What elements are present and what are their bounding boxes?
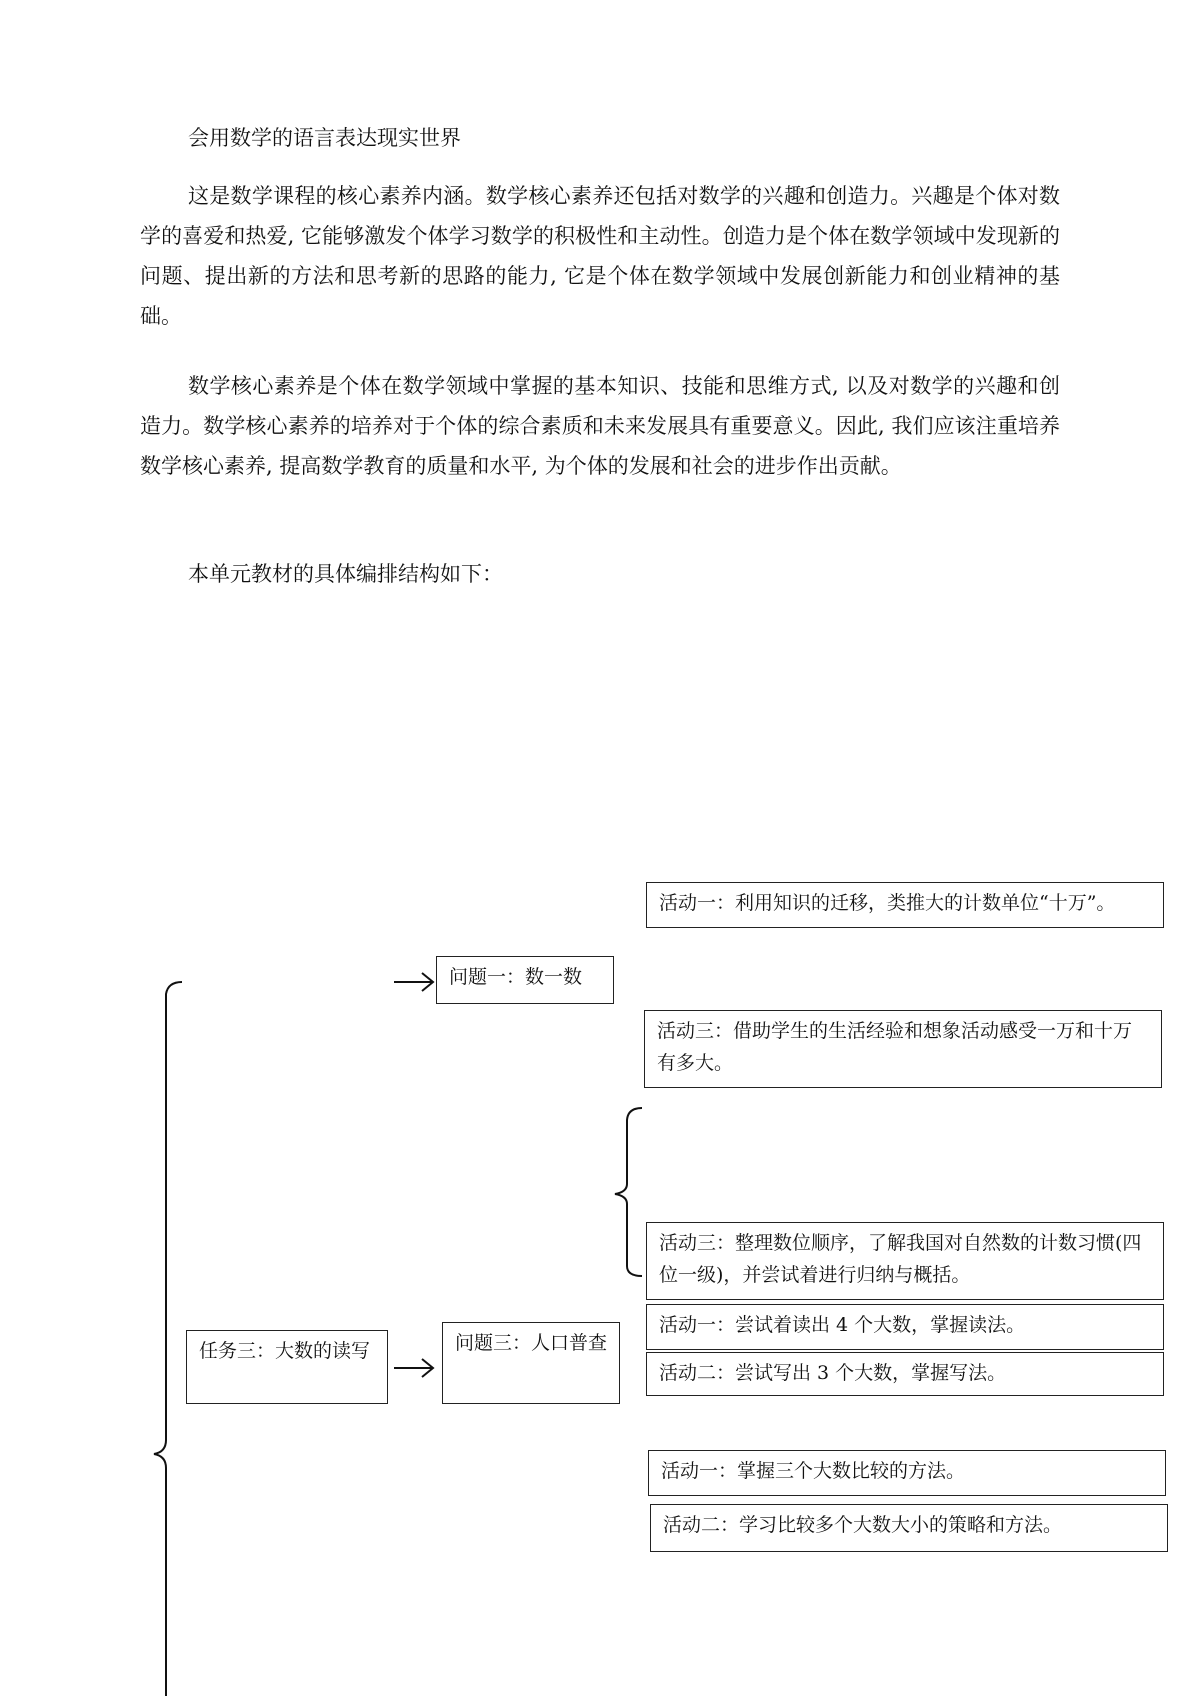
activity-2-compare-box: 活动二：学习比较多个大数大小的策略和方法。 — [650, 1504, 1168, 1552]
activity-3-order-box: 活动三：整理数位顺序，了解我国对自然数的计数习惯(四位一级)，并尝试着进行归纳与概括。 — [646, 1222, 1164, 1300]
main-brace — [154, 982, 182, 1696]
activity-1-compare-box: 活动一：掌握三个大数比较的方法。 — [648, 1450, 1166, 1496]
inner-brace — [615, 1108, 642, 1276]
paragraph-2: 数学核心素养是个体在数学领域中掌握的基本知识、技能和思维方式, 以及对数学的兴趣和创造力。数学核心素养的培养对于个体的综合素质和未来发展具有重要意义。因此, 我们应该注重培养数学核心素养, 提高数学教育的质量和水平, 为个体的发展和社会的进步作出贡献。 — [140, 374, 1060, 478]
section-heading: 会用数学的语言表达现实世界 — [188, 126, 461, 150]
task-3-box: 任务三：大数的读写 — [186, 1330, 388, 1404]
paragraph-1: 这是数学课程的核心素养内涵。数学核心素养还包括对数学的兴趣和创造力。兴趣是个体对数学的喜爱和热爱, 它能够激发个体学习数学的积极性和主动性。创造力是个体在数学领域中发现新的问题、提出新的方法和思考新的思路的能力, 它是个体在数学领域中发展创新能力和创业精神的基础。 — [140, 184, 1060, 328]
activity-3-feel-box: 活动三：借助学生的生活经验和想象活动感受一万和十万有多大。 — [644, 1010, 1162, 1088]
paragraph-3: 本单元教材的具体编排结构如下： — [188, 562, 503, 586]
arrow-task3-to-question-3 — [394, 1359, 433, 1377]
activity-2-write-box: 活动二：尝试写出 3 个大数，掌握写法。 — [646, 1352, 1164, 1396]
activity-1-read-box: 活动一：尝试着读出 4 个大数，掌握读法。 — [646, 1304, 1164, 1350]
activity-1-transfer-box: 活动一：利用知识的迁移，类推大的计数单位“十万”。 — [646, 882, 1164, 928]
arrow-to-question-1 — [394, 973, 433, 991]
question-1-box: 问题一：数一数 — [436, 956, 614, 1004]
question-3-box: 问题三：人口普查 — [442, 1322, 620, 1404]
